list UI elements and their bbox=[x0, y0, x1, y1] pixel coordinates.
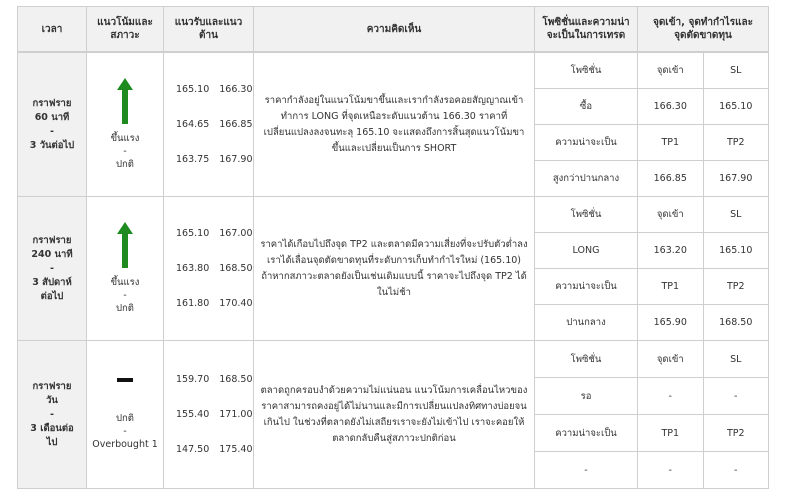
time-text: ไป bbox=[46, 436, 58, 448]
trade-analysis-table bbox=[17, 6, 769, 489]
support-resistance-cell bbox=[164, 341, 254, 489]
trend-up-arrow-icon bbox=[117, 78, 133, 124]
grid-cell: TP2 bbox=[703, 269, 769, 305]
header-position: โพซิชั่นและความน่า จะเป็นในการเทรด bbox=[535, 7, 638, 52]
trade-table-container bbox=[17, 6, 769, 489]
grid-cell: - bbox=[703, 378, 769, 415]
header-support-resistance: แนวรับและแนว ต้าน bbox=[164, 7, 254, 52]
header-trend: แนวโน้มและ สภาวะ bbox=[87, 7, 164, 52]
resistance-value: 166.30 bbox=[219, 84, 253, 95]
header-entry-points: จุดเข้า, จุดทำกำไรและ จุดตัดขาดทุน bbox=[638, 7, 769, 52]
trend-text: - bbox=[123, 146, 127, 157]
support-value: 165.10 bbox=[176, 228, 210, 239]
sr-pair bbox=[176, 153, 253, 166]
resistance-value: 170.40 bbox=[219, 298, 253, 309]
sr-pair bbox=[176, 408, 253, 421]
sr-pair bbox=[176, 297, 253, 310]
time-cell bbox=[18, 341, 87, 489]
trend-text: Overbought 1 bbox=[92, 439, 158, 450]
grid-cell: 165.90 bbox=[638, 305, 704, 341]
grid-cell: - bbox=[638, 378, 704, 415]
comment-cell bbox=[254, 53, 535, 197]
grid-cell: ซื้อ bbox=[535, 89, 638, 125]
sr-pair bbox=[176, 118, 253, 131]
trend-cell bbox=[87, 341, 164, 489]
header-comment: ความคิดเห็น bbox=[254, 7, 535, 52]
time-text: - bbox=[50, 125, 54, 137]
comment-text: ตลาดถูกครอบงำด้วยความไม่แน่นอน แนวโน้มการเคลื่อนไหวของราคาสามารถคงอยู่ได้ไม่นานและมีการเปลี่ยนแปลงทิศทางบ่อยจนเกินไป ในช่วงที่ตลาดยังไม่เสถียรเราจะยังไม่เข้าไป เราจะคอยให้ตลาดกลับคืนสู่สภาวะปกติก่อน bbox=[260, 384, 528, 444]
grid-cell: รอ bbox=[535, 378, 638, 415]
resistance-value: 171.00 bbox=[219, 409, 253, 420]
grid-cell: 167.90 bbox=[703, 161, 769, 197]
resistance-value: 168.50 bbox=[219, 263, 253, 274]
time-text: 3 สัปดาห์ bbox=[32, 276, 72, 288]
comment-cell bbox=[254, 197, 535, 341]
table-row bbox=[18, 341, 769, 378]
support-value: 159.70 bbox=[176, 374, 210, 385]
grid-cell: - bbox=[638, 452, 704, 489]
sr-pair bbox=[176, 83, 253, 96]
time-text: - bbox=[50, 262, 54, 274]
grid-cell: - bbox=[535, 452, 638, 489]
comment-text: ราคาได้เกือบไปถึงจุด TP2 และตลาดมีความเสี่ยงที่จะปรับตัวต่ำลง เราได้เลื่อนจุดตัดขาดทุนที่ระดับการเก็บทำกำไรใหม่ (165.10) ถ้าหากสภาวะตลาดยังเป็นเช่นเดิมแบบนี้ ราคาจะไปถึงจุด TP2 ได้ในไม่ช้า bbox=[260, 238, 528, 298]
resistance-value: 166.85 bbox=[219, 119, 253, 130]
time-text: 3 เดือนต่อ bbox=[30, 422, 74, 434]
support-value: 165.10 bbox=[176, 84, 210, 95]
support-resistance-cell bbox=[164, 53, 254, 197]
comment-cell bbox=[254, 341, 535, 489]
time-text: 3 วันต่อไป bbox=[29, 139, 75, 151]
trend-text: - bbox=[123, 426, 127, 437]
grid-cell: โพซิชั่น bbox=[535, 197, 638, 233]
time-text: กราฟราย bbox=[32, 234, 72, 246]
grid-cell: SL bbox=[703, 197, 769, 233]
grid-cell: 163.20 bbox=[638, 233, 704, 269]
grid-cell: จุดเข้า bbox=[638, 341, 704, 378]
grid-cell: โพซิชั่น bbox=[535, 341, 638, 378]
header-row bbox=[18, 7, 769, 52]
time-text: ต่อไป bbox=[40, 290, 64, 302]
trend-up-arrow-icon bbox=[117, 222, 133, 268]
support-value: 163.75 bbox=[176, 154, 210, 165]
grid-cell: SL bbox=[703, 53, 769, 89]
sr-pair bbox=[176, 227, 253, 240]
resistance-value: 168.50 bbox=[219, 374, 253, 385]
support-value: 164.65 bbox=[176, 119, 210, 130]
support-resistance-cell bbox=[164, 197, 254, 341]
trend-text: ปกติ bbox=[116, 159, 134, 170]
grid-cell: LONG bbox=[535, 233, 638, 269]
table-row bbox=[18, 53, 769, 89]
comment-text: ราคากำลังอยู่ในแนวโน้มขาขึ้นและเรากำลังรอคอยสัญญาณเข้าทำการ LONG ที่จุดเหนือระดับแนวต้าน 166.30 ราคาที่เปลี่ยนแปลงลงจนทะลุ 165.10 จะแสดงถึงการสิ้นสุดแนวโน้มขาขึ้นและเปลี่ยนเป็นการ SHORT bbox=[263, 94, 525, 154]
header-time: เวลา bbox=[18, 7, 87, 52]
trend-text: - bbox=[123, 290, 127, 301]
support-value: 147.50 bbox=[176, 444, 210, 455]
trend-cell bbox=[87, 53, 164, 197]
time-text: 240 นาที bbox=[31, 248, 73, 260]
grid-cell: จุดเข้า bbox=[638, 53, 704, 89]
resistance-value: 167.00 bbox=[219, 228, 253, 239]
grid-cell: TP2 bbox=[703, 415, 769, 452]
support-value: 161.80 bbox=[176, 298, 210, 309]
sr-pair bbox=[176, 262, 253, 275]
grid-cell: 165.10 bbox=[703, 89, 769, 125]
grid-cell: TP1 bbox=[638, 125, 704, 161]
support-value: 155.40 bbox=[176, 409, 210, 420]
grid-cell: ความน่าจะเป็น bbox=[535, 269, 638, 305]
trend-text: ขึ้นแรง bbox=[110, 277, 140, 288]
grid-cell: - bbox=[703, 452, 769, 489]
time-cell bbox=[18, 53, 87, 197]
grid-cell: TP1 bbox=[638, 415, 704, 452]
sr-pair bbox=[176, 373, 253, 386]
trend-cell bbox=[87, 197, 164, 341]
grid-cell: 168.50 bbox=[703, 305, 769, 341]
grid-cell: TP2 bbox=[703, 125, 769, 161]
table-row bbox=[18, 197, 769, 233]
trend-text: ปกติ bbox=[116, 303, 134, 314]
sr-pair bbox=[176, 443, 253, 456]
grid-cell: จุดเข้า bbox=[638, 197, 704, 233]
grid-cell: ความน่าจะเป็น bbox=[535, 125, 638, 161]
grid-cell: สูงกว่าปานกลาง bbox=[535, 161, 638, 197]
grid-cell: ความน่าจะเป็น bbox=[535, 415, 638, 452]
trend-text: ปกติ bbox=[116, 413, 134, 424]
grid-cell: SL bbox=[703, 341, 769, 378]
time-text: กราฟราย bbox=[32, 97, 72, 109]
grid-cell: 165.10 bbox=[703, 233, 769, 269]
time-cell bbox=[18, 197, 87, 341]
grid-cell: ปานกลาง bbox=[535, 305, 638, 341]
time-text: กราฟราย bbox=[32, 380, 72, 392]
time-text: - bbox=[50, 408, 54, 420]
time-text: วัน bbox=[46, 394, 58, 406]
grid-cell: 166.30 bbox=[638, 89, 704, 125]
resistance-value: 175.40 bbox=[219, 444, 253, 455]
grid-cell: 166.85 bbox=[638, 161, 704, 197]
trend-flat-bar-icon bbox=[117, 378, 133, 382]
support-value: 163.80 bbox=[176, 263, 210, 274]
time-text: 60 นาที bbox=[34, 111, 70, 123]
grid-cell: TP1 bbox=[638, 269, 704, 305]
trend-text: ขึ้นแรง bbox=[110, 133, 140, 144]
grid-cell: โพซิชั่น bbox=[535, 53, 638, 89]
resistance-value: 167.90 bbox=[219, 154, 253, 165]
